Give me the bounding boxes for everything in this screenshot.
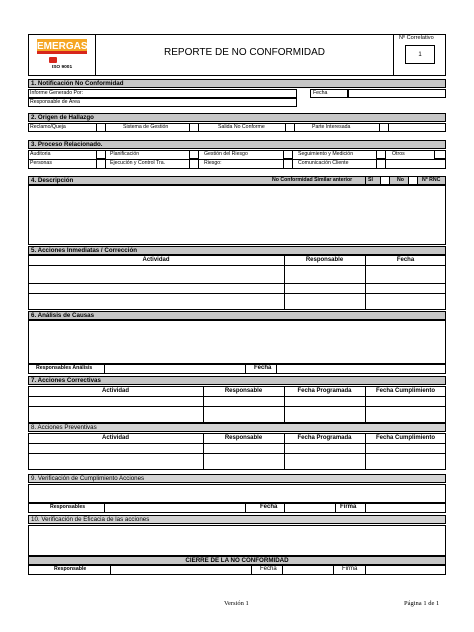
footer-page: Página 1 de 1 [404, 600, 440, 607]
proceso-riesgo-gestion-label: Gestión del Riesgo [204, 151, 248, 157]
proceso-auditoria-checkbox[interactable] [96, 150, 106, 159]
proceso-ejecucion-checkbox[interactable] [189, 159, 199, 169]
correctivas-header-actividad: Actividad [101, 388, 129, 394]
descripcion-textarea[interactable] [28, 185, 446, 245]
responsables-analisis-label: Responsables Análisis [36, 365, 93, 371]
responsables-analisis-field[interactable] [104, 364, 246, 374]
correlativo-label: Nº Correlativo [399, 35, 434, 41]
analisis-fecha-label: Fecha [254, 365, 272, 371]
correctivas-row-line [28, 406, 446, 407]
preventivas-header-actividad: Actividad [101, 435, 129, 441]
section-6-title: 6. Análisis de Causas [28, 311, 446, 320]
iso-text: ISO 9001 [51, 65, 73, 70]
iso-badge [49, 57, 57, 63]
verificacion-fecha-label: Fecha [260, 504, 278, 510]
proceso-otros-checkbox[interactable] [434, 150, 446, 159]
proceso-riesgo-label: Riesgo: [204, 160, 222, 166]
no-label: No [397, 177, 404, 183]
proceso-comunicacion-label: Comunicación Cliente [298, 160, 349, 166]
logo-text: EMERGAS [37, 41, 88, 52]
proceso-otros-label: Otros [392, 151, 405, 157]
footer-version: Versión 1 [224, 600, 249, 607]
similar-anterior-label: No Conformidad Similar anterior [272, 177, 353, 183]
correctivas-header-responsable: Responsable [224, 388, 263, 394]
cierre-fecha-label: Fecha [260, 566, 277, 572]
verificacion-textarea[interactable] [28, 484, 446, 503]
preventivas-header-responsable: Responsable [224, 435, 263, 441]
inmediatas-header-actividad: Actividad [142, 257, 170, 263]
correctivas-header-line [28, 396, 446, 397]
proceso-riesgo-checkbox[interactable] [283, 159, 293, 169]
inmediatas-header-responsable: Responsable [305, 257, 344, 263]
section-8-title: 8. Acciones Preventivas [28, 423, 446, 432]
cierre-fecha-field[interactable] [282, 565, 334, 575]
correlativo-value: 1 [418, 52, 422, 58]
preventivas-header-fecha-programada: Fecha Programada [297, 435, 352, 441]
company-logo [33, 37, 91, 71]
correctivas-header-fecha-cumplimiento: Fecha Cumplimiento [375, 388, 435, 394]
inmediatas-header-line [28, 265, 446, 266]
section-4-title: 4. Descripción [28, 176, 446, 185]
header-divider-right [393, 34, 394, 76]
proceso-auditoria-label: Auditoria [30, 151, 51, 157]
no-checkbox[interactable] [408, 176, 418, 185]
origen-sistema-checkbox[interactable] [189, 123, 199, 132]
desc-div-1 [365, 176, 366, 185]
preventivas-header-line [28, 443, 446, 444]
preventivas-header-fecha-cumplimiento: Fecha Cumplimiento [375, 435, 435, 441]
analisis-textarea[interactable] [28, 320, 446, 364]
proceso-personas-label: Personas [30, 160, 52, 166]
proceso-riesgo-gestion-checkbox[interactable] [283, 150, 293, 159]
cierre-responsable-label: Responsable [54, 566, 87, 572]
inmediatas-header-fecha: Fecha [396, 257, 415, 263]
page-title: REPORTE DE NO CONFORMIDAD [164, 47, 325, 58]
proceso-planificacion-checkbox[interactable] [189, 150, 199, 159]
verificacion-responsables-field[interactable] [104, 503, 246, 513]
cierre-firma-label: Firma [342, 566, 358, 572]
eficacia-textarea[interactable] [28, 525, 446, 556]
origen-reclamo-label: Reclamo/Queja [30, 124, 66, 130]
inmediatas-row-line-2 [28, 293, 446, 294]
si-checkbox[interactable] [380, 176, 390, 185]
origen-sistema-label: Sistema de Gestión [123, 124, 169, 130]
fecha-notificacion-label: Fecha [313, 90, 328, 96]
section-2-title: 2. Origen de Hallazgo [28, 113, 446, 122]
correctivas-header-fecha-programada: Fecha Programada [297, 388, 352, 394]
proceso-seguimiento-checkbox[interactable] [376, 150, 386, 159]
proceso-ejecucion-label: Ejecución y Control Tra. [110, 160, 166, 166]
origen-parte-label: Parte Interesada [312, 124, 351, 130]
section-1-title: 1. Notificación No Conformidad [28, 79, 446, 88]
cierre-firma-field[interactable] [365, 565, 446, 575]
proceso-personas-checkbox[interactable] [96, 159, 106, 169]
rnc-label: Nº RNC [422, 177, 441, 183]
verificacion-fecha-field[interactable] [284, 503, 336, 513]
analisis-fecha-field[interactable] [276, 364, 446, 374]
verificacion-responsables-label: Responsables [50, 504, 86, 510]
fecha-notificacion-value[interactable] [348, 89, 446, 98]
cierre-title: CIERRE DE LA NO CONFORMIDAD [28, 556, 446, 565]
proceso-comunicacion-checkbox[interactable] [376, 159, 386, 169]
si-label: SI [368, 177, 373, 183]
origen-salida-checkbox[interactable] [285, 123, 295, 132]
proceso-planificacion-label: Planificación [110, 151, 140, 157]
informe-label: Informe Generado Por: [30, 90, 84, 96]
inmediatas-row-line-1 [28, 283, 446, 284]
section-9-title: 9. Verificación de Cumplimiento Acciones [28, 474, 446, 483]
preventivas-row-line [28, 453, 446, 454]
verificacion-firma-label: Firma [340, 504, 357, 510]
section-5-title: 5. Acciones Inmediatas / Corrección [28, 246, 446, 255]
cierre-responsable-field[interactable] [110, 565, 252, 575]
verificacion-firma-field[interactable] [365, 503, 446, 513]
section-10-title: 10. Verificación de Eficacia de las acciones [28, 515, 446, 524]
section-3-title: 3. Proceso Relacionado. [28, 140, 446, 149]
origen-reclamo-checkbox[interactable] [96, 123, 106, 132]
section-7-title: 7. Acciones Correctivas [28, 376, 446, 385]
origen-salida-label: Salida No Conforme [218, 124, 265, 130]
proceso-seguimiento-label: Seguimiento y Medición [298, 151, 354, 157]
responsable-area-label: Responsable de Área [30, 99, 80, 105]
origen-parte-checkbox[interactable] [379, 123, 389, 132]
